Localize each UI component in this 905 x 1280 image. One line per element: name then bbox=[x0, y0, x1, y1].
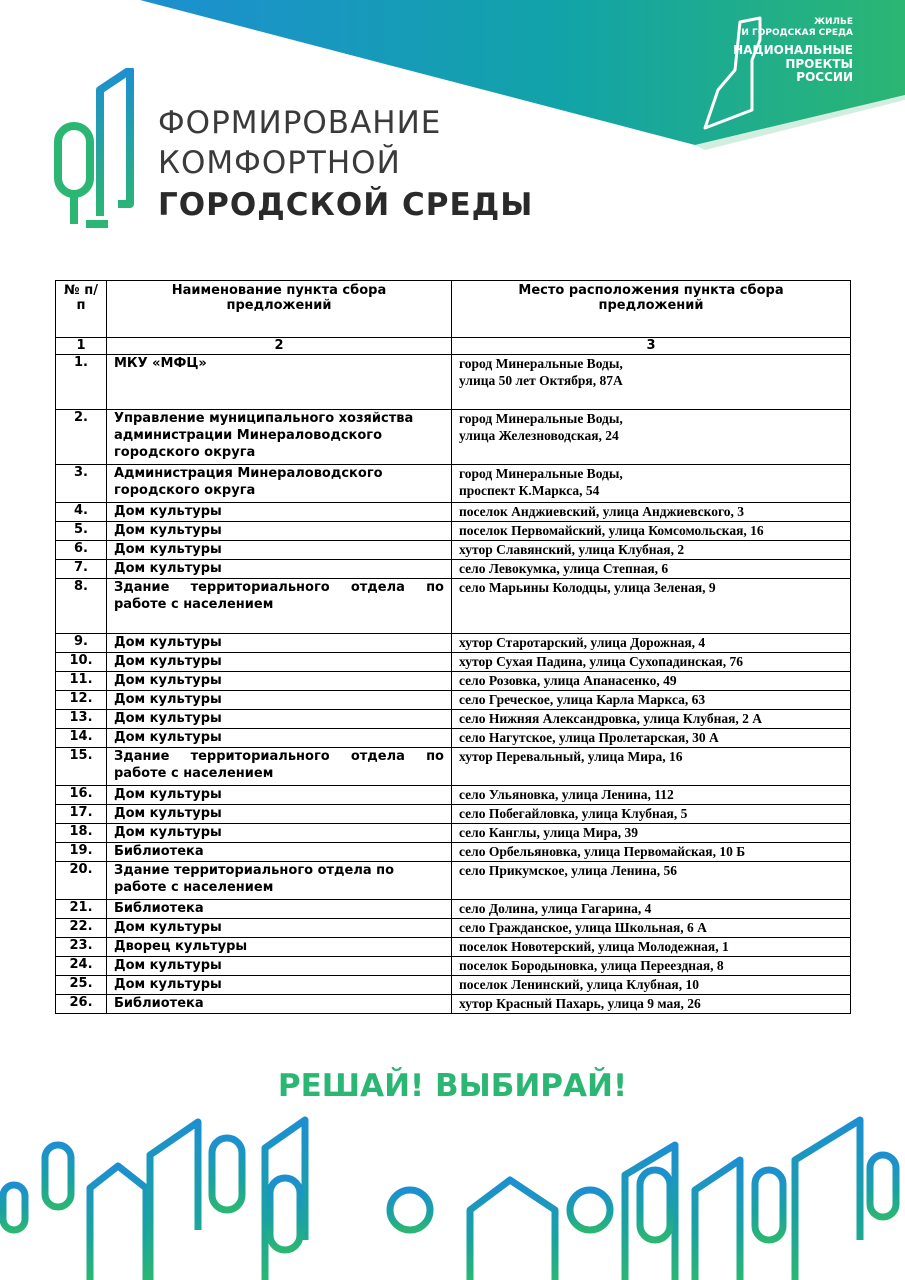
point-name: Дом культуры bbox=[107, 976, 452, 995]
point-location: село Гражданское, улица Школьная, 6 А bbox=[452, 919, 851, 938]
table-row bbox=[56, 995, 851, 1014]
np-line-1: ЖИЛЬЕ bbox=[813, 17, 853, 27]
point-name: Дом культуры bbox=[107, 634, 452, 653]
table-row bbox=[56, 355, 851, 410]
row-number: 6. bbox=[56, 541, 107, 560]
slogan: РЕШАЙ! ВЫБИРАЙ! bbox=[277, 1068, 628, 1104]
comfortable-city-logo-icon bbox=[48, 68, 138, 228]
point-location: хутор Перевальный, улица Мира, 16 bbox=[452, 748, 851, 786]
table-row bbox=[56, 919, 851, 938]
table-row bbox=[56, 729, 851, 748]
point-name: Дом культуры bbox=[107, 672, 452, 691]
point-location: село Розовка, улица Апанасенко, 49 bbox=[452, 672, 851, 691]
row-number: 14. bbox=[56, 729, 107, 748]
point-location: село Орбельяновка, улица Первомайская, 10 Б bbox=[452, 843, 851, 862]
point-name: Библиотека bbox=[107, 843, 452, 862]
point-name: Дворец культуры bbox=[107, 938, 452, 957]
point-name: Дом культуры bbox=[107, 729, 452, 748]
table-row bbox=[56, 653, 851, 672]
table-row bbox=[56, 900, 851, 919]
point-name: Управление муниципального хозяйства администрации Минераловодского городского округа bbox=[107, 410, 452, 465]
point-location: село Канглы, улица Мира, 39 bbox=[452, 824, 851, 843]
point-name: Администрация Минераловодского городского округа bbox=[107, 465, 452, 503]
table-row bbox=[56, 560, 851, 579]
np-line-5: РОССИИ bbox=[796, 70, 853, 84]
point-name: Здание территориального отдела по работе с населением bbox=[107, 748, 452, 786]
point-location: хутор Красный Пахарь, улица 9 мая, 26 bbox=[452, 995, 851, 1014]
point-name: Дом культуры bbox=[107, 653, 452, 672]
header-num: № п/п bbox=[56, 281, 107, 338]
point-name: Дом культуры bbox=[107, 786, 452, 805]
point-location: хутор Славянский, улица Клубная, 2 bbox=[452, 541, 851, 560]
row-number: 5. bbox=[56, 522, 107, 541]
row-number: 20. bbox=[56, 862, 107, 900]
row-number: 15. bbox=[56, 748, 107, 786]
point-location: поселок Первомайский, улица Комсомольская, 16 bbox=[452, 522, 851, 541]
row-number: 4. bbox=[56, 503, 107, 522]
row-number: 24. bbox=[56, 957, 107, 976]
column-number: 1 bbox=[56, 338, 107, 355]
row-number: 3. bbox=[56, 465, 107, 503]
table-row bbox=[56, 748, 851, 786]
table-row bbox=[56, 862, 851, 900]
row-number: 9. bbox=[56, 634, 107, 653]
table-row bbox=[56, 691, 851, 710]
row-number: 23. bbox=[56, 938, 107, 957]
point-location: город Минеральные Воды, улица Железноводская, 24 bbox=[452, 410, 851, 465]
point-location: хутор Сухая Падина, улица Сухопадинская, 76 bbox=[452, 653, 851, 672]
table-row bbox=[56, 805, 851, 824]
row-number: 17. bbox=[56, 805, 107, 824]
table-row bbox=[56, 786, 851, 805]
table-row bbox=[56, 465, 851, 503]
row-number: 21. bbox=[56, 900, 107, 919]
point-location: поселок Ленинский, улица Клубная, 10 bbox=[452, 976, 851, 995]
row-number: 12. bbox=[56, 691, 107, 710]
table-row bbox=[56, 522, 851, 541]
row-number: 22. bbox=[56, 919, 107, 938]
point-location: город Минеральные Воды, улица 50 лет Октября, 87А bbox=[452, 355, 851, 410]
point-location: хутор Старотарский, улица Дорожная, 4 bbox=[452, 634, 851, 653]
np-line-4: ПРОЕКТЫ bbox=[785, 57, 853, 71]
np-line-2: И ГОРОДСКАЯ СРЕДА bbox=[741, 28, 853, 38]
column-number: 3 bbox=[452, 338, 851, 355]
point-name: Библиотека bbox=[107, 995, 452, 1014]
row-number: 18. bbox=[56, 824, 107, 843]
table-row bbox=[56, 843, 851, 862]
point-location: село Нагутское, улица Пролетарская, 30 А bbox=[452, 729, 851, 748]
row-number: 8. bbox=[56, 579, 107, 634]
point-name: Дом культуры bbox=[107, 805, 452, 824]
row-number: 25. bbox=[56, 976, 107, 995]
city-skyline-decoration bbox=[0, 1100, 905, 1280]
point-name: МКУ «МФЦ» bbox=[107, 355, 452, 410]
row-number: 11. bbox=[56, 672, 107, 691]
point-name: Дом культуры bbox=[107, 919, 452, 938]
point-location: село Левокумка, улица Степная, 6 bbox=[452, 560, 851, 579]
point-location: село Побегайловка, улица Клубная, 5 bbox=[452, 805, 851, 824]
table-row bbox=[56, 976, 851, 995]
point-name: Здание территориального отдела по работе с населением bbox=[107, 862, 452, 900]
np-line-3: НАЦИОНАЛЬНЫЕ bbox=[733, 43, 853, 57]
row-number: 13. bbox=[56, 710, 107, 729]
point-location: поселок Бородыновка, улица Переездная, 8 bbox=[452, 957, 851, 976]
point-name: Здание территориального отдела по работе с населением bbox=[107, 579, 452, 634]
point-location: село Греческое, улица Карла Маркса, 63 bbox=[452, 691, 851, 710]
table-row bbox=[56, 824, 851, 843]
table-row bbox=[56, 634, 851, 653]
table-row bbox=[56, 410, 851, 465]
point-name: Дом культуры bbox=[107, 957, 452, 976]
point-name: Библиотека bbox=[107, 900, 452, 919]
point-name: Дом культуры bbox=[107, 522, 452, 541]
row-number: 26. bbox=[56, 995, 107, 1014]
page-title-line-1: ФОРМИРОВАНИЕ bbox=[158, 105, 442, 141]
point-name: Дом культуры bbox=[107, 541, 452, 560]
row-number: 10. bbox=[56, 653, 107, 672]
column-number: 2 bbox=[107, 338, 452, 355]
point-name: Дом культуры bbox=[107, 691, 452, 710]
table-row bbox=[56, 710, 851, 729]
point-location: поселок Новотерский, улица Молодежная, 1 bbox=[452, 938, 851, 957]
point-name: Дом культуры bbox=[107, 824, 452, 843]
row-number: 16. bbox=[56, 786, 107, 805]
point-location: город Минеральные Воды, проспект К.Маркса, 54 bbox=[452, 465, 851, 503]
header-name: Наименование пункта сбора предложений bbox=[107, 281, 452, 338]
collection-points-table bbox=[55, 280, 851, 1014]
table-row bbox=[56, 957, 851, 976]
page-title-line-3: ГОРОДСКОЙ СРЕДЫ bbox=[158, 187, 534, 223]
row-number: 19. bbox=[56, 843, 107, 862]
page-title-line-2: КОМФОРТНОЙ bbox=[158, 145, 401, 181]
row-number: 2. bbox=[56, 410, 107, 465]
table-row bbox=[56, 503, 851, 522]
table-header-row bbox=[56, 281, 851, 338]
table-row bbox=[56, 672, 851, 691]
point-location: село Ульяновка, улица Ленина, 112 bbox=[452, 786, 851, 805]
point-location: село Прикумское, улица Ленина, 56 bbox=[452, 862, 851, 900]
point-name: Дом культуры bbox=[107, 503, 452, 522]
point-location: село Долина, улица Гагарина, 4 bbox=[452, 900, 851, 919]
table-row bbox=[56, 938, 851, 957]
row-number: 1. bbox=[56, 355, 107, 410]
point-name: Дом культуры bbox=[107, 710, 452, 729]
point-location: поселок Анджиевский, улица Анджиевского, 3 bbox=[452, 503, 851, 522]
table-row bbox=[56, 579, 851, 634]
point-name: Дом культуры bbox=[107, 560, 452, 579]
point-location: село Нижняя Александровка, улица Клубная, 2 А bbox=[452, 710, 851, 729]
header-location: Место расположения пункта сбора предложений bbox=[452, 281, 851, 338]
column-number-row bbox=[56, 338, 851, 355]
row-number: 7. bbox=[56, 560, 107, 579]
table-row bbox=[56, 541, 851, 560]
point-location: село Марьины Колодцы, улица Зеленая, 9 bbox=[452, 579, 851, 634]
